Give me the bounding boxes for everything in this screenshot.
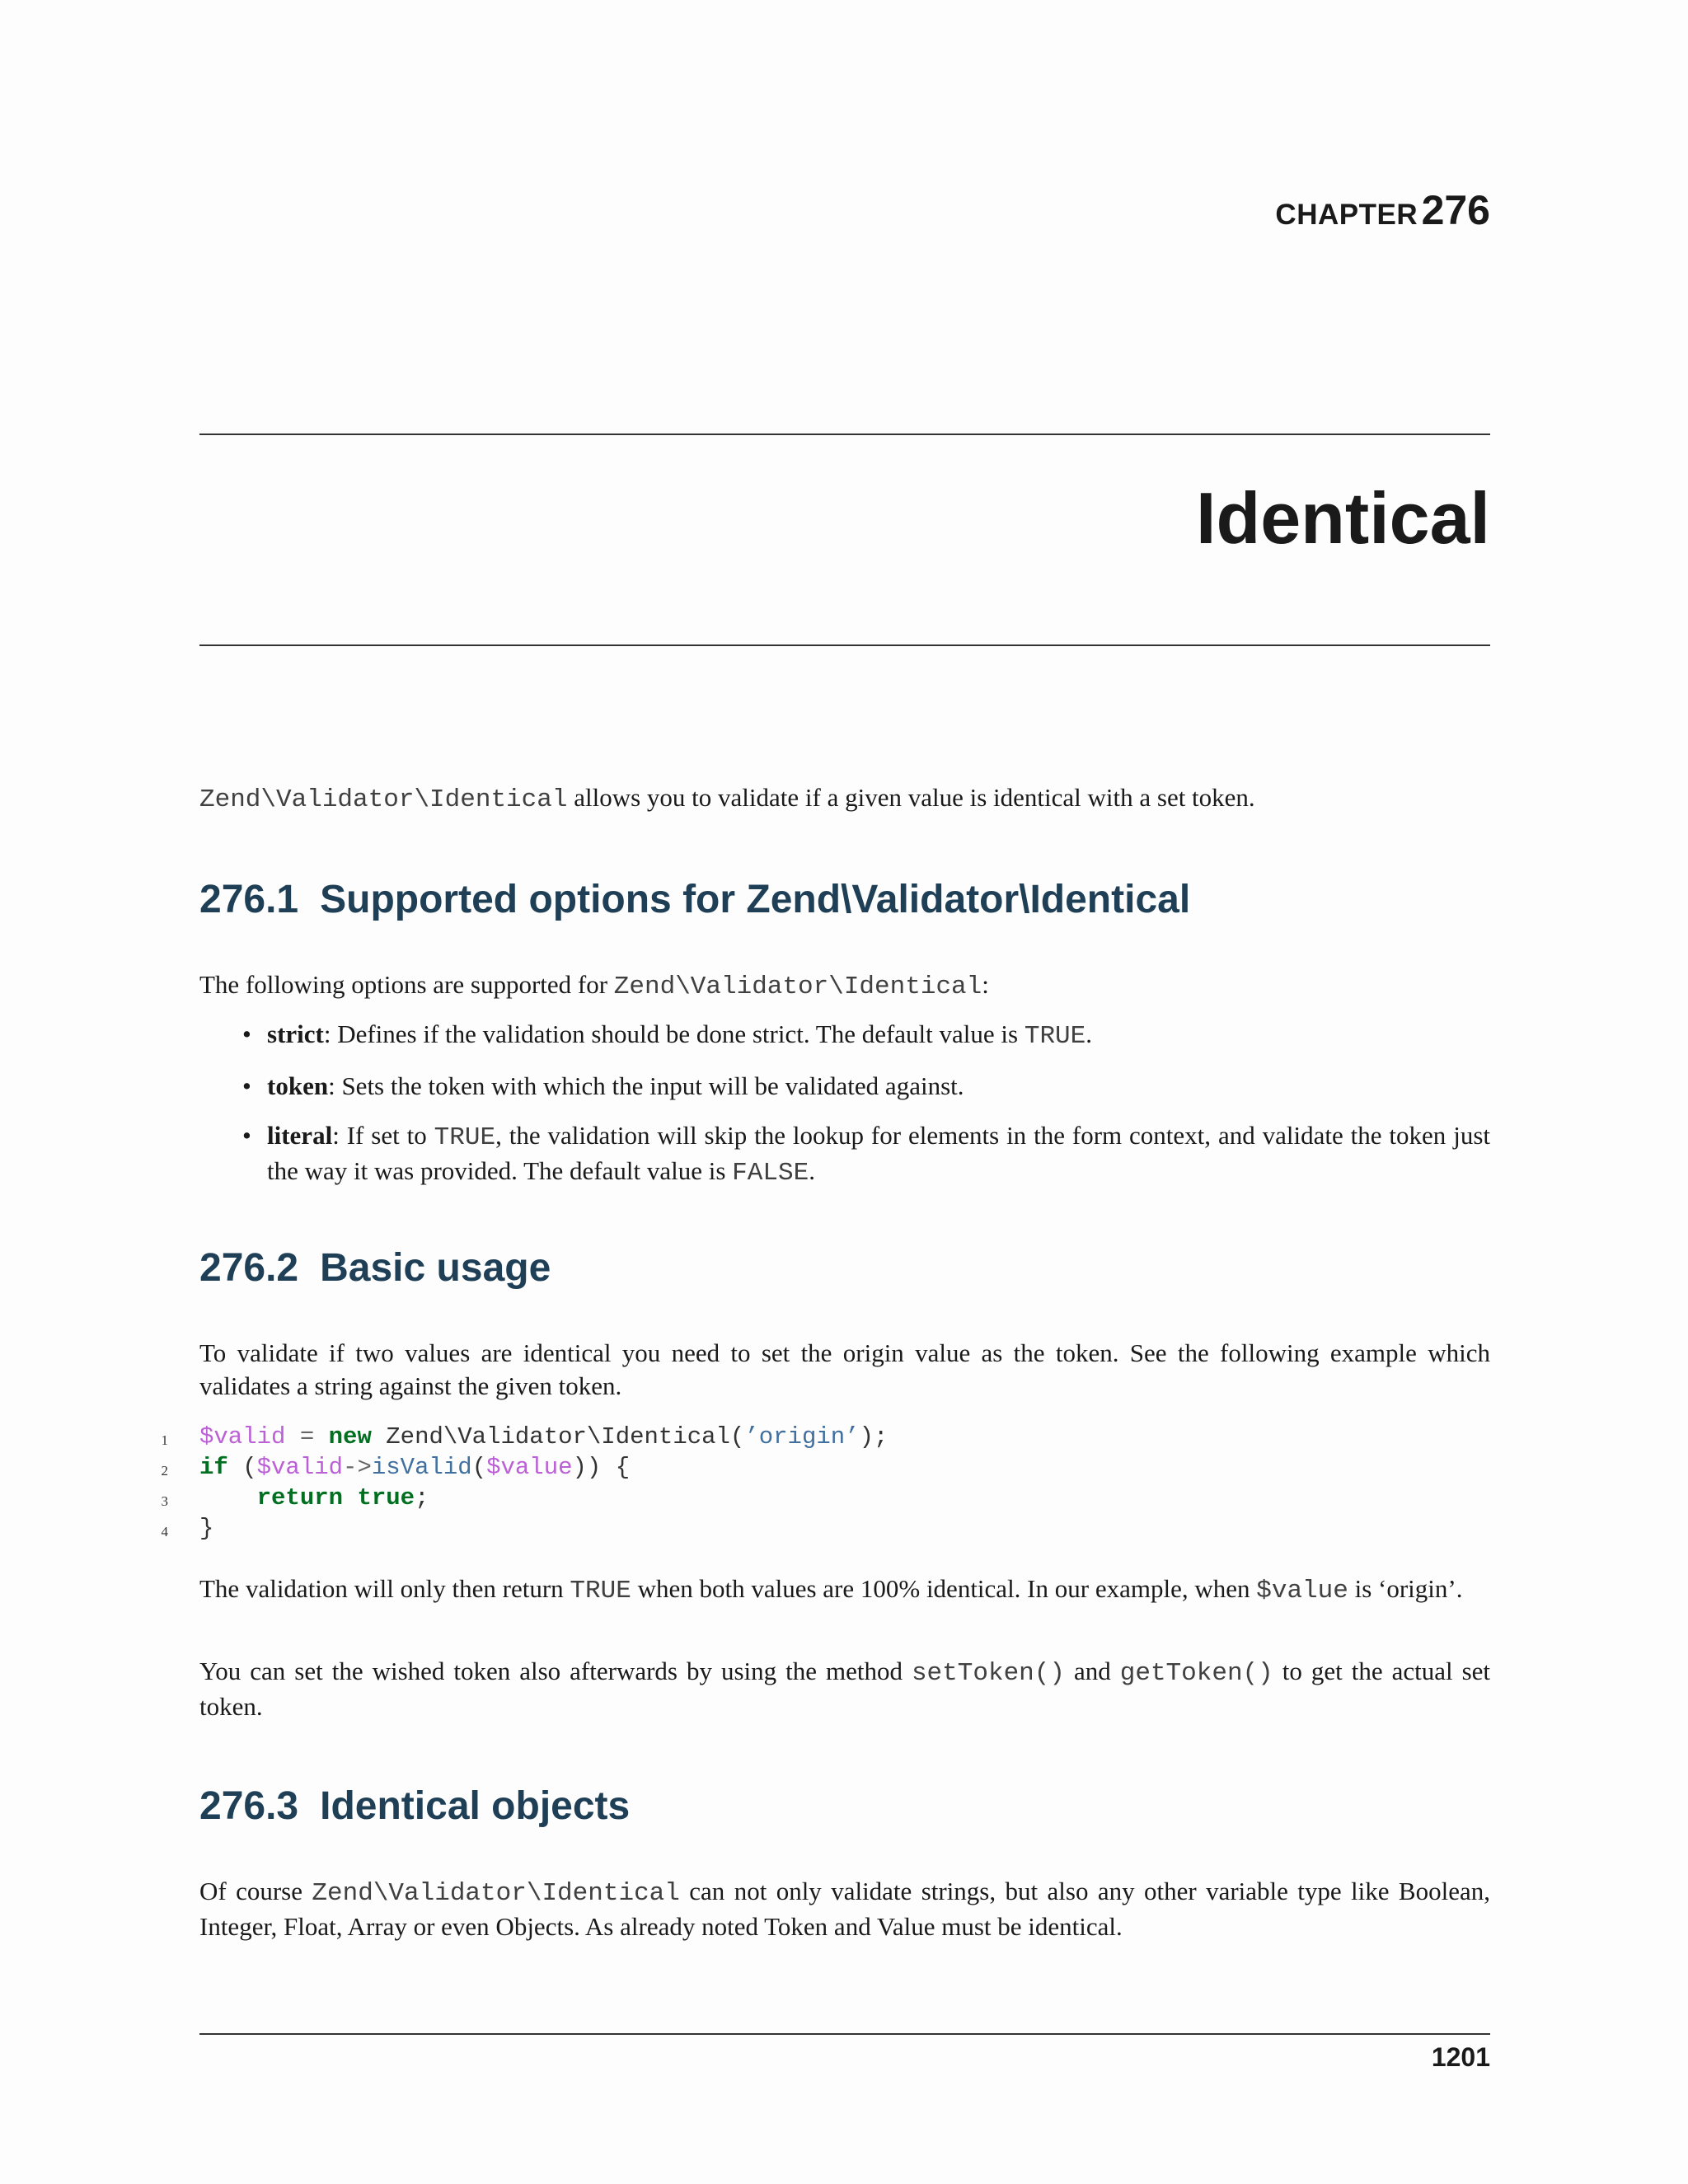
basic-usage-paragraph: To validate if two values are identical you need to set the origin value as the token. See the following example which validates a string against the given token. (199, 1338, 1490, 1400)
inline-code: getToken() (1119, 1659, 1273, 1688)
section-number: 276.2 (199, 1246, 299, 1290)
code-token: ( (471, 1454, 487, 1481)
option-name: literal (267, 1121, 333, 1150)
code-token: $valid (199, 1423, 286, 1451)
intro-text: allows you to validate if a given value is identical with a set token. (567, 783, 1255, 812)
paragraph-text: The validation will only then return (199, 1574, 570, 1603)
option-literal (199, 1119, 1490, 1190)
option-text: : Sets the token with which the input will be validated against. (328, 1071, 964, 1100)
paragraph-text: is ‘origin’. (1348, 1574, 1463, 1603)
section-title: Basic usage (320, 1246, 551, 1290)
options-lead-text: The following options are supported for (199, 970, 614, 999)
chapter-title: Identical (1196, 477, 1490, 559)
section-heading-3 (199, 1784, 1490, 1828)
option-code: TRUE (434, 1123, 496, 1152)
code-token: new (328, 1423, 372, 1451)
options-list (199, 1018, 1490, 1207)
code-token: ( (227, 1454, 257, 1481)
bullet: • (242, 1121, 251, 1150)
paragraph-text: can not only validate strings, but also any other variable type like Boolean, Integer, Float, Array or even Objects. As already noted Token and Value must be identical. (199, 1877, 1490, 1941)
code-token (343, 1484, 357, 1511)
code-source (199, 1513, 213, 1544)
option-text: . (1085, 1019, 1093, 1048)
options-lead-end: : (982, 970, 989, 999)
inline-code: TRUE (570, 1577, 631, 1605)
code-token: )) { (572, 1454, 631, 1481)
code-source (199, 1422, 888, 1452)
inline-code: setToken() (911, 1659, 1065, 1688)
code-token: true (357, 1484, 415, 1511)
settoken-paragraph (199, 1655, 1490, 1723)
code-token: Zend\Validator\Identical( (371, 1423, 745, 1451)
bullet: • (242, 1019, 251, 1048)
code-source (199, 1452, 630, 1483)
paragraph-text: Of course (199, 1877, 312, 1905)
option-code: TRUE (1024, 1022, 1086, 1051)
paragraph-text: You can set the wished token also afterwards by using the method (199, 1657, 912, 1685)
footer-rule (199, 2033, 1490, 2035)
code-token: ); (859, 1423, 889, 1451)
code-token: if (199, 1454, 228, 1481)
title-rule-bottom (199, 644, 1490, 646)
inline-code: Zend\Validator\Identical (312, 1879, 680, 1908)
option-text: , the validation will skip the lookup for elements in the form context, and validate the token just the way it was provided. The default value is (267, 1121, 1490, 1185)
section-heading-1 (199, 880, 1490, 920)
option-text: : Defines if the validation should be done strict. The default value is (323, 1019, 1025, 1048)
paragraph-text: to get the actual set token. (199, 1657, 1491, 1721)
code-token (199, 1484, 257, 1511)
code-token: ; (415, 1484, 429, 1511)
code-token: $valid (256, 1454, 344, 1481)
line-number: 3 (161, 1493, 168, 1509)
code-token: } (199, 1515, 214, 1542)
section-title: Supported options for Zend\Validator\Identical (320, 878, 1191, 921)
bullet: • (242, 1071, 251, 1100)
code-token: = (285, 1423, 329, 1451)
chapter-word: CHAPTER (1275, 199, 1418, 231)
section-heading-2 (199, 1246, 1490, 1290)
code-token: -> (343, 1454, 372, 1481)
options-lead (199, 968, 1490, 1004)
title-rule-top (199, 434, 1490, 435)
option-code: FALSE (732, 1159, 809, 1188)
validation-paragraph (199, 1572, 1490, 1608)
line-number: 1 (161, 1432, 168, 1448)
code-token: ’origin’ (744, 1423, 860, 1451)
line-number: 2 (161, 1463, 168, 1479)
paragraph-text: when both values are 100% identical. In our example, when (631, 1574, 1257, 1603)
option-text: : If set to (332, 1121, 434, 1150)
option-token (199, 1070, 1490, 1103)
option-name: token (267, 1071, 329, 1100)
section-title: Identical objects (320, 1784, 631, 1828)
line-number: 4 (161, 1524, 168, 1540)
intro-paragraph (199, 781, 1490, 817)
page-number: 1201 (1431, 2042, 1490, 2072)
paragraph-text: and (1064, 1657, 1120, 1685)
options-lead-code: Zend\Validator\Identical (613, 972, 982, 1001)
intro-code: Zend\Validator\Identical (199, 785, 568, 814)
inline-code: $value (1256, 1577, 1348, 1605)
chapter-label (1275, 186, 1490, 234)
code-token: isValid (371, 1454, 472, 1481)
section-number: 276.1 (199, 878, 299, 921)
chapter-number: 276 (1421, 187, 1490, 233)
option-text: . (809, 1156, 815, 1185)
option-name: strict (267, 1019, 324, 1048)
code-token: return (256, 1484, 344, 1511)
code-token: $value (486, 1454, 573, 1481)
identical-objects-paragraph (199, 1875, 1490, 1943)
section-number: 276.3 (199, 1784, 299, 1828)
code-source (199, 1483, 429, 1513)
option-strict (199, 1018, 1490, 1053)
